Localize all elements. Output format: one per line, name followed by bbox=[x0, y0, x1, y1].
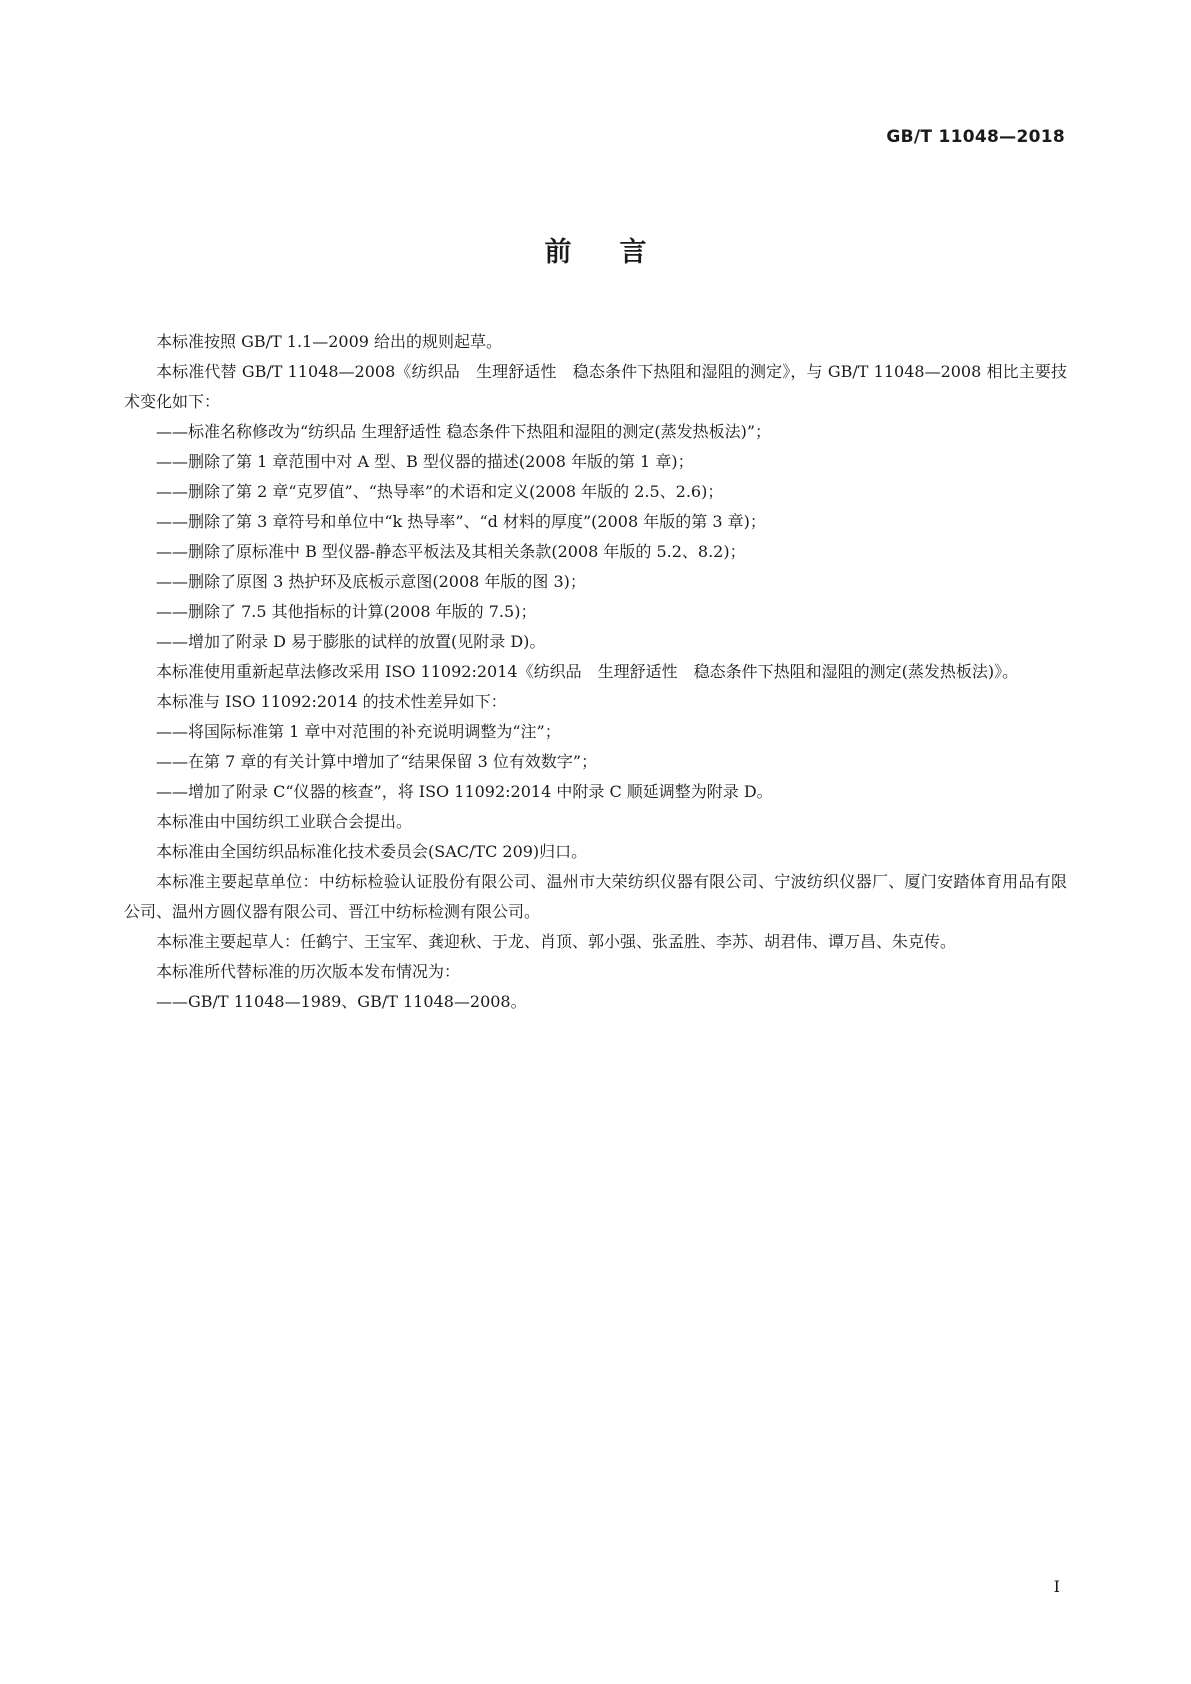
page-title bbox=[0, 230, 1191, 269]
page-number: I bbox=[1053, 1577, 1060, 1596]
list-item: ——删除了原图 3 热护环及底板示意图(2008 年版的图 3)； bbox=[156, 572, 586, 591]
list-item: ——在第 7 章的有关计算中增加了“结果保留 3 位有效数字”； bbox=[156, 752, 598, 771]
list-item: ——删除了 7.5 其他指标的计算(2008 年版的 7.5)； bbox=[156, 602, 537, 621]
title-char-2: 言 bbox=[619, 237, 647, 268]
paragraph: 本标准所代替标准的历次版本发布情况为： bbox=[156, 962, 461, 981]
paragraph: 本标准与 ISO 11092:2014 的技术性差异如下： bbox=[156, 692, 507, 711]
foreword-body bbox=[124, 327, 1067, 1017]
list-item: ——将国际标准第 1 章中对范围的补充说明调整为“注”； bbox=[156, 722, 561, 741]
list-item: ——增加了附录 C“仪器的核查”，将 ISO 11092:2014 中附录 C 顺延调整为附录 D。 bbox=[156, 782, 773, 801]
list-item: ——GB/T 11048—1989、GB/T 11048—2008。 bbox=[156, 992, 527, 1011]
paragraph: 本标准由中国纺织工业联合会提出。 bbox=[156, 812, 413, 831]
paragraph: 本标准主要起草单位：中纺标检验认证股份有限公司、温州市大荣纺织仪器有限公司、宁波纺织仪器厂、厦门安踏体育用品有限公司、温州方圆仪器有限公司、晋江中纺标检测有限公司。 bbox=[124, 872, 1067, 921]
list-item: ——删除了第 1 章范围中对 A 型、B 型仪器的描述(2008 年版的第 1 章)； bbox=[156, 452, 694, 471]
paragraph: 本标准主要起草人：任鹤宁、王宝军、龚迎秋、于龙、肖顶、郭小强、张孟胜、李苏、胡君伟、谭万昌、朱克传。 bbox=[156, 932, 957, 951]
list-item: ——标准名称修改为“纺织品 生理舒适性 稳态条件下热阻和湿阻的测定(蒸发热板法)”； bbox=[156, 422, 772, 441]
title-char-1: 前 bbox=[544, 237, 572, 268]
paragraph: 本标准使用重新起草法修改采用 ISO 11092:2014《纺织品 生理舒适性 稳态条件下热阻和湿阻的测定(蒸发热板法)》。 bbox=[156, 662, 1019, 681]
paragraph: 本标准由全国纺织品标准化技术委员会(SAC/TC 209)归口。 bbox=[156, 842, 588, 861]
paragraph: 本标准按照 GB/T 1.1—2009 给出的规则起草。 bbox=[156, 332, 503, 351]
list-item: ——增加了附录 D 易于膨胀的试样的放置(见附录 D)。 bbox=[156, 632, 546, 651]
standard-code: GB/T 11048—2018 bbox=[886, 127, 1065, 147]
paragraph: 本标准代替 GB/T 11048—2008《纺织品 生理舒适性 稳态条件下热阻和湿阻的测定》，与 GB/T 11048—2008 相比主要技术变化如下： bbox=[124, 362, 1067, 411]
list-item: ——删除了第 3 章符号和单位中“k 热导率”、“d 材料的厚度”(2008 年版的第 3 章)； bbox=[156, 512, 766, 531]
list-item: ——删除了第 2 章“克罗值”、“热导率”的术语和定义(2008 年版的 2.5、2.6)； bbox=[156, 482, 724, 501]
list-item: ——删除了原标准中 B 型仪器-静态平板法及其相关条款(2008 年版的 5.2、8.2)； bbox=[156, 542, 746, 561]
